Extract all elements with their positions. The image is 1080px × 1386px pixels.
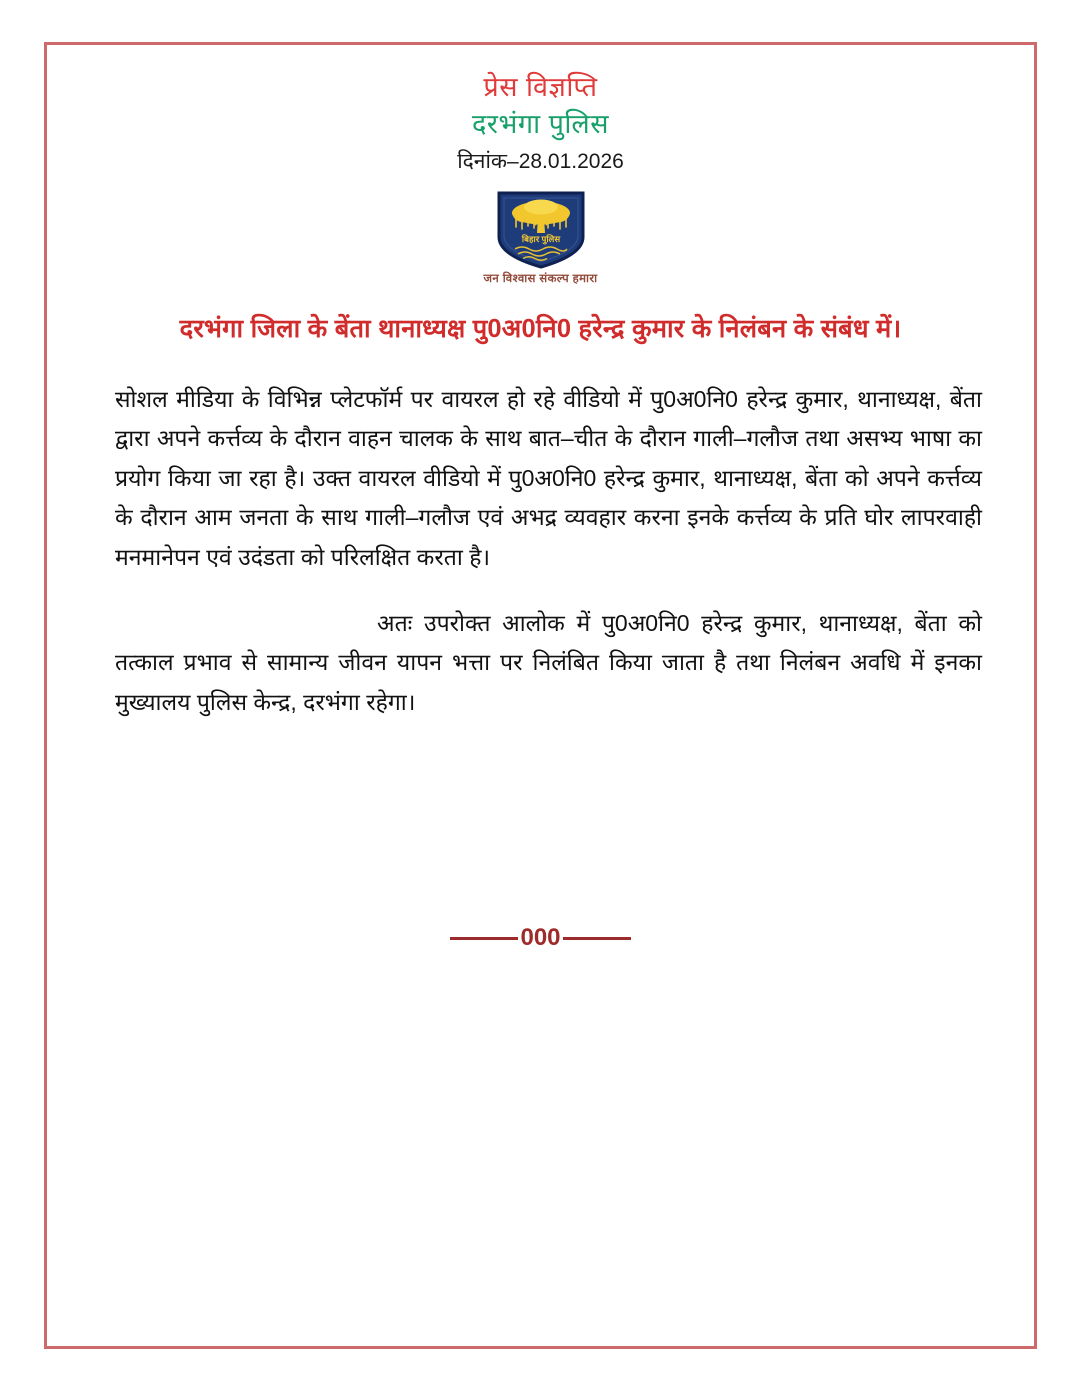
document-header — [47, 45, 1034, 175]
rule-dash-right — [563, 937, 631, 940]
bihar-police-logo-icon — [489, 189, 593, 269]
end-marker-text: 000 — [520, 924, 561, 952]
document-end-marker — [47, 926, 1034, 950]
page-content — [47, 45, 1034, 1346]
shield-inscription: बिहार पुलिस — [521, 234, 560, 245]
issuing-authority-title: दरभंगा पुलिस — [472, 108, 609, 139]
issue-date: दिनांक–28.01.2026 — [457, 149, 624, 173]
page-border-frame — [44, 42, 1037, 1349]
subject-headline: दरभंगा जिला के बेंता थानाध्यक्ष पु0अ0नि0 हरेन्द्र कुमार के निलंबन के संबंध में। — [179, 315, 902, 344]
emblem-motto: जन विश्वास संकल्प हमारा — [483, 273, 598, 286]
document-body — [47, 380, 1034, 722]
body-paragraph: सोशल मीडिया के विभिन्न प्लेटफॉर्म पर वायरल हो रहे वीडियो में पु0अ0नि0 हरेन्द्र कुमार, थानाध्यक्ष, बेंता द्वारा अपने कर्त्तव्य के दौरान वाहन चालक के साथ बात–चीत के दौरान गाली–गलौज तथा असभ्य भाषा का प्रयोग किया जा रहा है। उक्त वायरल वीडियो में पु0अ0नि0 हरेन्द्र कुमार, थानाध्यक्ष, बेंता को अपने कर्त्तव्य के दौरान आम जनता के साथ गाली–गलौज एवं अभद्र व्यवहार करना इनके कर्त्तव्य के प्रति घोर लापरवाही मनमानेपन एवं उदंडता को परिलक्षित करता है। — [115, 385, 982, 571]
body-paragraph: अतः उपरोक्त आलोक में पु0अ0नि0 हरेन्द्र कुमार, थानाध्यक्ष, बेंता को तत्काल प्रभाव से सामान्य जीवन यापन भत्ता पर निलंबित किया जाता है तथा निलंबन अवधि में इनका मुख्यालय पुलिस केन्द्र, दरभंगा रहेगा। — [115, 609, 982, 715]
emblem-block — [47, 189, 1034, 286]
rule-dash-left — [450, 937, 518, 940]
press-release-title: प्रेस विज्ञप्ति — [483, 72, 598, 102]
